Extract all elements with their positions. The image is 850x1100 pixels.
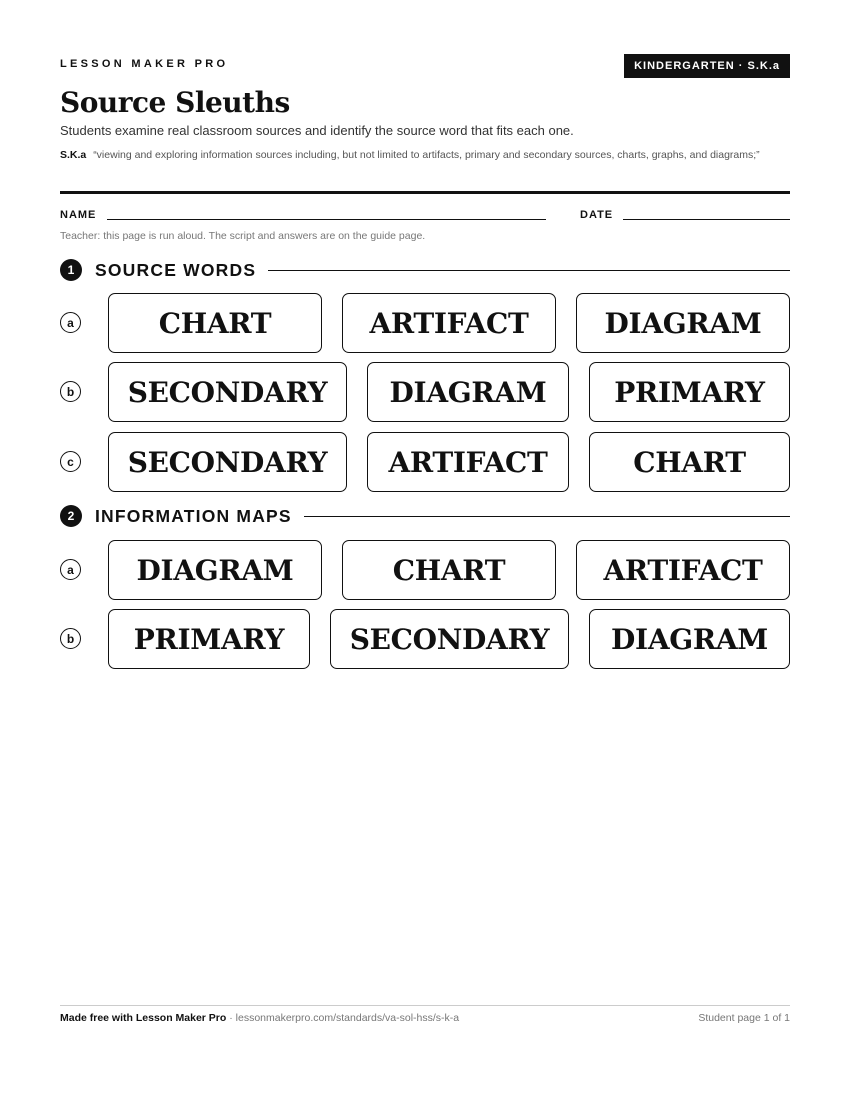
question-row — [60, 609, 790, 669]
word-choice[interactable]: CHART — [108, 293, 322, 353]
question-row — [60, 540, 790, 600]
word-choice[interactable]: CHART — [342, 540, 556, 600]
question-row — [60, 293, 790, 353]
section-title: SOURCE WORDS — [95, 259, 257, 280]
question-row — [60, 362, 790, 422]
row-marker: a — [60, 559, 81, 580]
word-choice[interactable]: ARTIFACT — [342, 293, 556, 353]
footer-divider — [60, 1005, 790, 1006]
row-marker: b — [60, 628, 81, 649]
page-subtitle: Students examine real classroom sources and identify the source word that fits each one. — [60, 123, 574, 138]
section-title: INFORMATION MAPS — [95, 505, 292, 526]
section-number: 1 — [60, 259, 82, 281]
word-choice[interactable]: SECONDARY — [330, 609, 569, 669]
word-choice[interactable]: PRIMARY — [108, 609, 310, 669]
brand-name: LESSON MAKER PRO — [60, 58, 229, 70]
section-number: 2 — [60, 505, 82, 527]
question-row — [60, 432, 790, 492]
page-title: Source Sleuths — [60, 86, 290, 119]
footer-url[interactable]: · lessonmakerpro.com/standards/va-sol-hss/s-k-a — [226, 1012, 460, 1024]
word-choice[interactable]: DIAGRAM — [576, 293, 790, 353]
worksheet-page — [60, 0, 790, 1100]
row-marker: b — [60, 381, 81, 402]
footer-page-label: Student page 1 of 1 — [698, 1012, 790, 1024]
standard-text: “viewing and exploring information sources including, but not limited to artifacts, primary and secondary sources, charts, graphs, and diagrams;” — [93, 149, 760, 161]
word-choice[interactable]: DIAGRAM — [367, 362, 569, 422]
section-divider — [304, 516, 790, 517]
name-label: NAME — [60, 209, 97, 221]
word-choice[interactable]: SECONDARY — [108, 362, 347, 422]
standard-code: S.K.a — [60, 149, 87, 161]
word-choice[interactable]: DIAGRAM — [589, 609, 790, 669]
name-field[interactable] — [107, 219, 546, 220]
teacher-note: Teacher: this page is run aloud. The script and answers are on the guide page. — [60, 230, 426, 242]
row-marker: a — [60, 312, 81, 333]
grade-badge: KINDERGARTEN · S.K.a — [624, 54, 790, 78]
word-choice[interactable]: ARTIFACT — [367, 432, 569, 492]
word-choice[interactable]: PRIMARY — [589, 362, 790, 422]
date-field[interactable] — [623, 219, 790, 220]
section-divider — [268, 270, 790, 271]
word-choice[interactable]: ARTIFACT — [576, 540, 790, 600]
word-choice[interactable]: SECONDARY — [108, 432, 347, 492]
word-choice[interactable]: DIAGRAM — [108, 540, 322, 600]
section-source-words — [60, 258, 790, 282]
header-divider — [60, 191, 790, 194]
section-information-maps — [60, 504, 790, 528]
footer-made-with: Made free with Lesson Maker Pro — [60, 1012, 227, 1024]
word-choice[interactable]: CHART — [589, 432, 790, 492]
standard-statement — [60, 148, 790, 163]
footer-credit — [60, 1012, 459, 1024]
row-marker: c — [60, 451, 81, 472]
date-label: DATE — [580, 209, 614, 221]
